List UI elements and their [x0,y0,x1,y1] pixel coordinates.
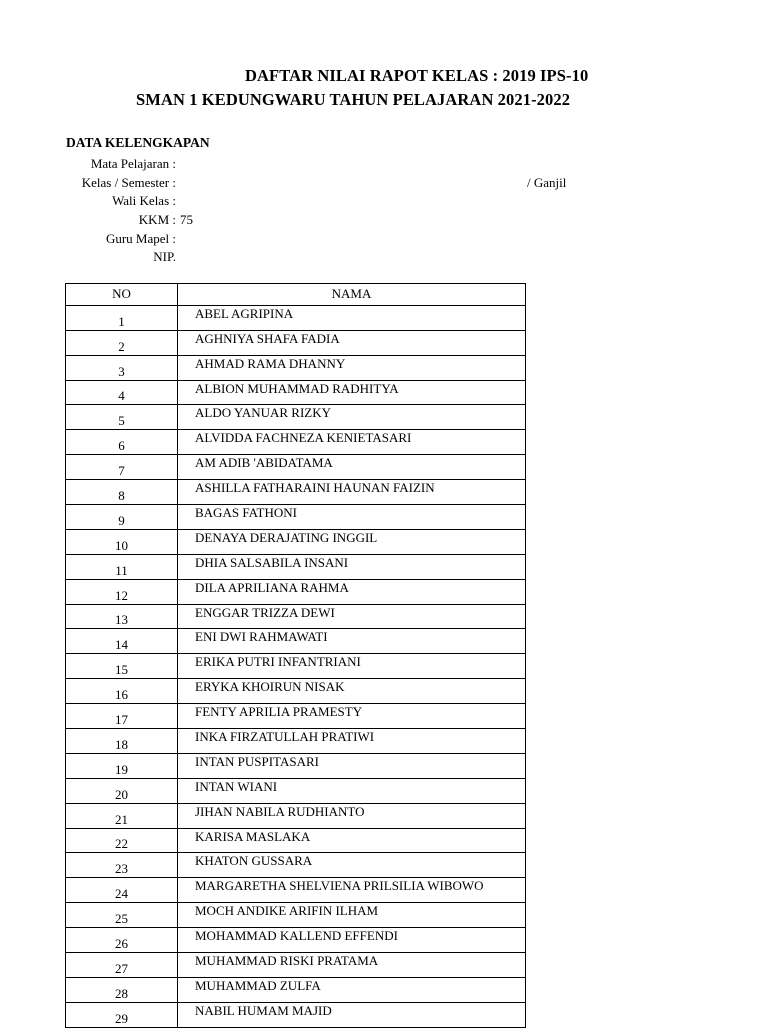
kelas-semester-label: Kelas / Semester : [81,175,176,190]
student-name: INKA FIRZATULLAH PRATIWI [178,729,526,754]
student-name: ALDO YANUAR RIZKY [178,405,526,430]
table-row [66,430,526,455]
student-name: ENGGAR TRIZZA DEWI [178,604,526,629]
student-name: AHMAD RAMA DHANNY [178,355,526,380]
student-name: INTAN PUSPITASARI [178,753,526,778]
row-number: 15 [66,654,178,679]
row-number: 27 [66,953,178,978]
semester-value: / Ganjil [527,175,567,190]
table-row [66,977,526,1002]
student-name: FENTY APRILIA PRAMESTY [178,704,526,729]
student-name: ASHILLA FATHARAINI HAUNAN FAIZIN [178,480,526,505]
table-row [66,355,526,380]
table-row [66,629,526,654]
table-row [66,529,526,554]
row-number: 6 [66,430,178,455]
table-row [66,803,526,828]
student-table [65,283,526,1028]
table-row [66,505,526,530]
row-number: 5 [66,405,178,430]
student-name: MOHAMMAD KALLEND EFFENDI [178,928,526,953]
student-name: KHATON GUSSARA [178,853,526,878]
row-number: 29 [66,1002,178,1027]
row-number: 17 [66,704,178,729]
table-row [66,729,526,754]
student-name: ALBION MUHAMMAD RADHITYA [178,380,526,405]
row-number: 3 [66,355,178,380]
row-number: 19 [66,753,178,778]
student-name: ABEL AGRIPINA [178,305,526,330]
kkm-label: KKM : [138,212,176,227]
mata-pelajaran-label: Mata Pelajaran : [90,156,176,171]
table-row [66,455,526,480]
row-number: 20 [66,778,178,803]
row-number: 4 [66,380,178,405]
row-number: 28 [66,977,178,1002]
student-name: BAGAS FATHONI [178,505,526,530]
student-name: AM ADIB 'ABIDATAMA [178,455,526,480]
student-name: KARISA MASLAKA [178,828,526,853]
kkm-value: 75 [180,212,193,227]
row-number: 18 [66,729,178,754]
table-row [66,753,526,778]
student-name: JIHAN NABILA RUDHIANTO [178,803,526,828]
guru-mapel-label: Guru Mapel : [105,231,176,246]
student-name: DHIA SALSABILA INSANI [178,554,526,579]
table-row [66,903,526,928]
table-row [66,853,526,878]
nip-label: NIP. [153,249,176,264]
row-number: 11 [66,554,178,579]
report-title: DAFTAR NILAI RAPOT KELAS : 2019 IPS-10 [245,66,589,85]
student-name: ENI DWI RAHMAWATI [178,629,526,654]
school-year-title: SMAN 1 KEDUNGWARU TAHUN PELAJARAN 2021-2022 [136,90,571,109]
row-number: 12 [66,579,178,604]
table-row [66,604,526,629]
row-number: 1 [66,305,178,330]
student-name: MOCH ANDIKE ARIFIN ILHAM [178,903,526,928]
table-row [66,554,526,579]
row-number: 7 [66,455,178,480]
student-name: NABIL HUMAM MAJID [178,1002,526,1027]
student-name: MARGARETHA SHELVIENA PRILSILIA WIBOWO [178,878,526,903]
row-number: 13 [66,604,178,629]
table-row [66,953,526,978]
wali-kelas-label: Wali Kelas : [112,193,176,208]
student-name: MUHAMMAD ZULFA [178,977,526,1002]
row-number: 9 [66,505,178,530]
table-row [66,928,526,953]
data-kelengkapan-heading: DATA KELENGKAPAN [66,135,210,150]
row-number: 23 [66,853,178,878]
table-row [66,380,526,405]
table-row [66,405,526,430]
table-row [66,828,526,853]
row-number: 14 [66,629,178,654]
row-number: 8 [66,480,178,505]
row-number: 24 [66,878,178,903]
student-name: MUHAMMAD RISKI PRATAMA [178,953,526,978]
student-name: DENAYA DERAJATING INGGIL [178,529,526,554]
column-header-no: NO [66,284,178,306]
student-name: ERIKA PUTRI INFANTRIANI [178,654,526,679]
table-row [66,480,526,505]
row-number: 26 [66,928,178,953]
row-number: 2 [66,330,178,355]
table-row [66,305,526,330]
student-name: AGHNIYA SHAFA FADIA [178,330,526,355]
table-body [66,305,526,1027]
column-header-nama: NAMA [178,284,526,306]
table-row [66,654,526,679]
student-name: INTAN WIANI [178,778,526,803]
table-row [66,330,526,355]
table-row [66,579,526,604]
student-name: ALVIDDA FACHNEZA KENIETASARI [178,430,526,455]
row-number: 22 [66,828,178,853]
row-number: 25 [66,903,178,928]
row-number: 21 [66,803,178,828]
row-number: 16 [66,679,178,704]
row-number: 10 [66,529,178,554]
table-row [66,1002,526,1027]
table-row [66,704,526,729]
student-name: ERYKA KHOIRUN NISAK [178,679,526,704]
student-name: DILA APRILIANA RAHMA [178,579,526,604]
table-row [66,679,526,704]
table-header-row [66,284,526,306]
table-row [66,778,526,803]
table-row [66,878,526,903]
